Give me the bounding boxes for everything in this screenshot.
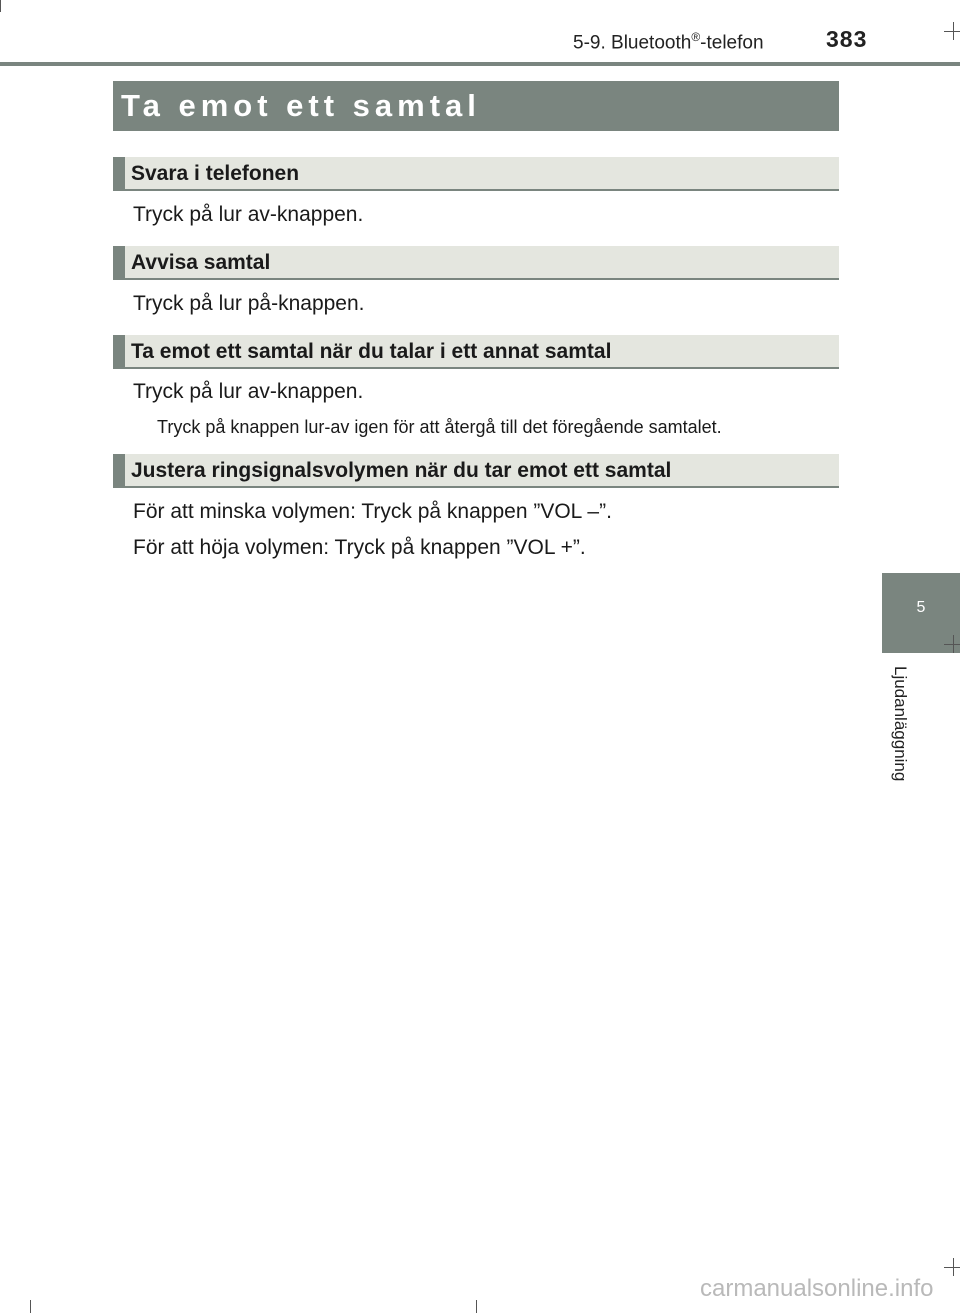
note-text: Tryck på knappen lur-av igen för att återgå till det föregående samtalet. — [157, 417, 722, 437]
body-text: För att höja volymen: Tryck på knappen ”VOL +”. — [133, 536, 586, 559]
chapter-tab — [882, 573, 960, 653]
body-text: Tryck på lur av-knappen. — [133, 203, 364, 226]
subheading-ring-volume: Justera ringsignalsvolymen när du tar emot ett samtal — [113, 454, 839, 488]
page-number: 383 — [826, 26, 868, 52]
body-text: För att minska volymen: Tryck på knappen ”VOL –”. — [133, 500, 612, 523]
watermark: carmanualsonline.info — [700, 1275, 934, 1302]
subheading-answer: Svara i telefonen — [113, 157, 839, 191]
subheading-call-waiting: Ta emot ett samtal när du talar i ett annat samtal — [113, 335, 839, 369]
chapter-label: Ljudanläggning — [891, 666, 910, 782]
body-text: Tryck på lur av-knappen. — [133, 380, 364, 403]
crop-mark — [944, 31, 960, 32]
header-rule — [0, 62, 960, 66]
page-title: Ta emot ett samtal — [113, 81, 839, 131]
crop-mark — [944, 644, 960, 645]
chapter-number: 5 — [916, 599, 926, 616]
crop-mark — [30, 1300, 31, 1313]
crop-mark — [0, 0, 1, 12]
crop-mark — [944, 1267, 960, 1268]
body-text: Tryck på lur på-knappen. — [133, 292, 365, 315]
section-title: 5-9. Bluetooth®-telefon — [573, 30, 764, 54]
subheading-reject: Avvisa samtal — [113, 246, 839, 280]
crop-mark — [476, 1300, 477, 1313]
